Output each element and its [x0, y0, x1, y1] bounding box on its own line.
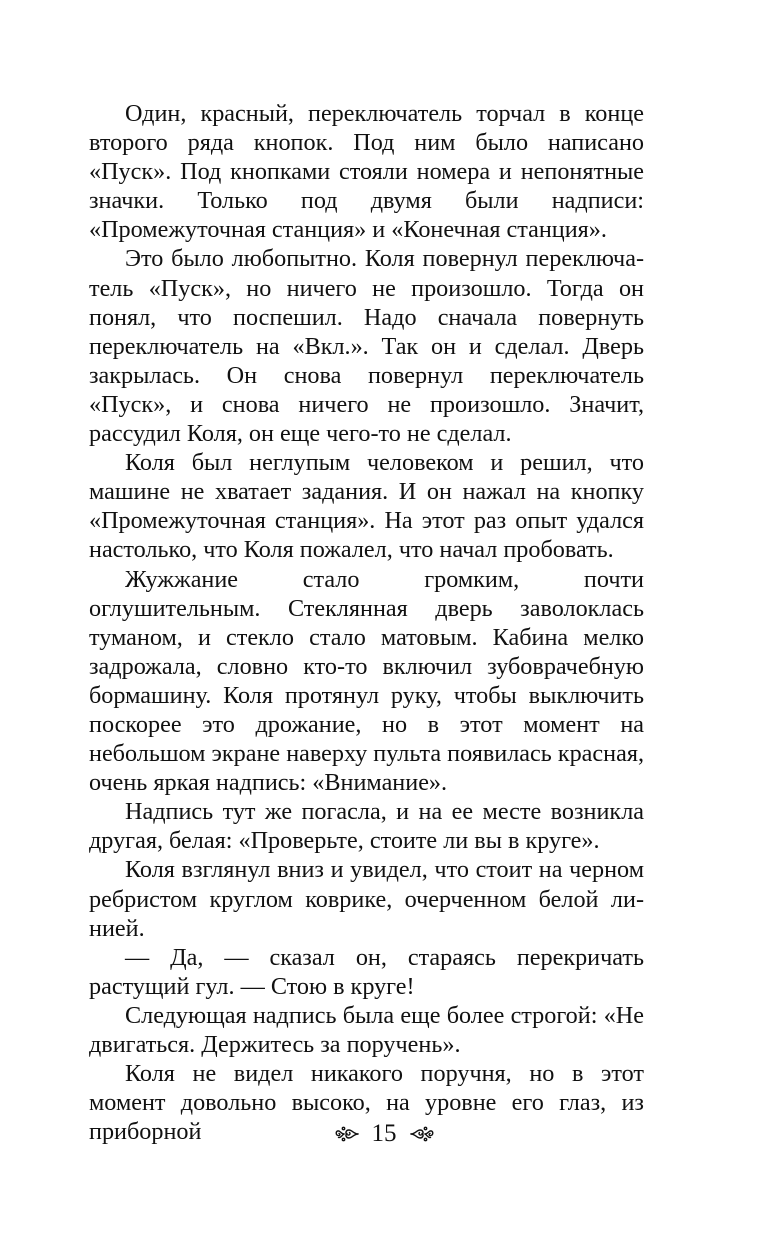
paragraph-7: — Да, — сказал он, стараясь перекричать растущий гул. — Стою в круге!	[89, 943, 644, 1000]
paragraph-5: Надпись тут же погасла, и на ее месте возникла другая, белая: «Проверьте, стоите ли вы в круге».	[89, 798, 644, 855]
paragraph-4: Жужжание стало громким, почти оглушительным. Стеклянная дверь заволоклась туманом, и стекло стало матовым. Кабина мелко задрожала, словно кто-то включил зубоврачебную бормашину. Коля протянул руку, чтобы выключить поскорее это дрожание, но в этот момент на небольшом экране наверху пульта появилась красная, очень яркая надпись: «Внимание».	[89, 565, 644, 797]
body-text	[89, 99, 644, 1146]
paragraph-3: Коля был неглупым человеком и решил, что машине не хватает задания. И он нажал на кнопку «Промежуточная станция». На этот раз опыт удался настолько, что Коля пожалел, что начал пробовать.	[89, 449, 644, 564]
paragraph-2: Это было любопытно. Коля повернул переключатель «Пуск», но ничего не произошло. Тогда он понял, что поспешил. Надо сначала повернуть переключатель на «Вкл.». Так он и сделал. Дверь закрылась. Он снова повернул переключатель «Пуск», и снова ничего не произошло. Значит, рассудил Коля, он еще чего-то не сделал.	[89, 245, 644, 448]
paragraph-6: Коля взглянул вниз и увидел, что стоит на черном ребристом круглом коврике, очерченном белой линией.	[89, 856, 644, 942]
paragraph-9: Коля не видел никакого поручня, но в этот момент довольно высоко, на уровне его глаз, из приборной	[89, 1060, 644, 1146]
paragraph-8: Следующая надпись была еще более строгой: «Не двигаться. Держитесь за поручень».	[89, 1001, 644, 1058]
flourish-right-icon	[409, 1124, 435, 1144]
page-number: 15	[371, 1120, 397, 1147]
page-footer	[0, 1119, 768, 1149]
flourish-left-icon	[334, 1124, 360, 1144]
paragraph-1: Один, красный, переключатель торчал в конце второго ряда кнопок. Под ним было написано «Пуск». Под кнопками стояли номера и непонятные значки. Только под двумя были надписи: «Промежуточная станция» и «Конечная станция».	[89, 100, 644, 244]
